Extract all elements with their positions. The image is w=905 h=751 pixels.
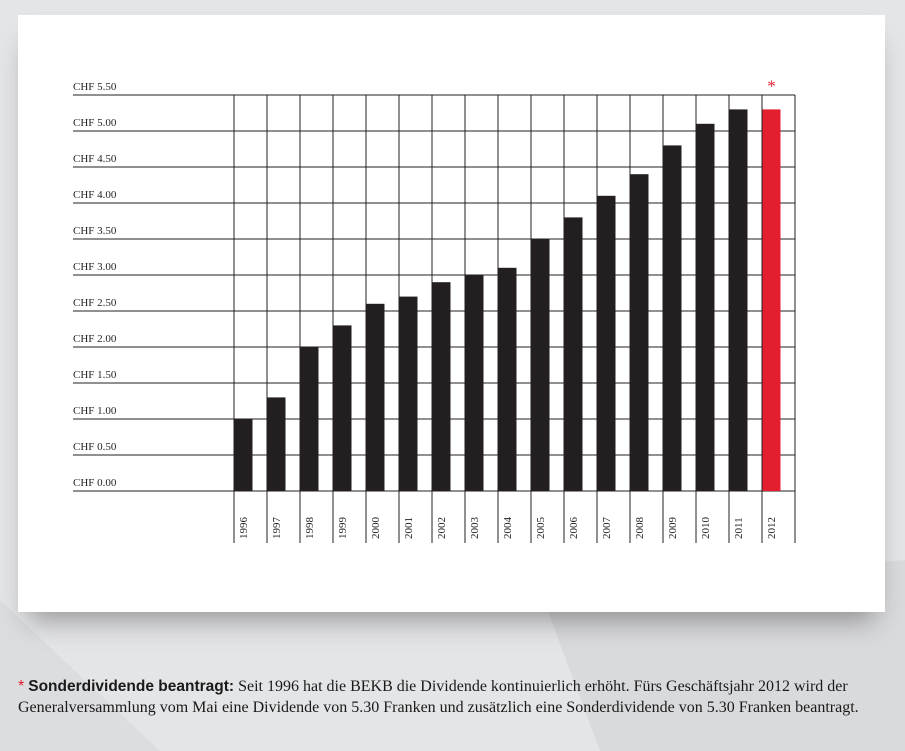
x-tick-label: 1997 — [271, 517, 283, 539]
bar-2011 — [730, 109, 748, 491]
bar-1999 — [334, 325, 352, 491]
y-tick-label: CHF 3.50 — [73, 225, 117, 237]
y-tick-label: CHF 5.00 — [73, 117, 117, 129]
caption-marker: * — [18, 678, 25, 695]
bar-1996 — [235, 419, 253, 491]
bar-2012 — [763, 109, 781, 491]
x-tick-label: 2009 — [667, 517, 679, 539]
x-tick-label: 2004 — [502, 517, 514, 539]
caption — [18, 676, 878, 718]
x-tick-label: 1998 — [304, 517, 316, 539]
y-tick-label: CHF 1.00 — [73, 405, 117, 417]
x-tick-label: 1996 — [238, 517, 250, 539]
bar-2002 — [433, 282, 451, 491]
y-tick-label: CHF 2.50 — [73, 297, 117, 309]
bar-2001 — [400, 297, 418, 491]
chart-card — [18, 15, 885, 612]
x-tick-label: 2003 — [469, 517, 481, 539]
x-tick-label: 2006 — [568, 517, 580, 539]
dividend-bar-chart — [18, 15, 885, 612]
y-tick-label: CHF 0.00 — [73, 477, 117, 489]
bar-annotation: * — [767, 76, 776, 96]
y-tick-label: CHF 0.50 — [73, 441, 117, 453]
bar-2004 — [499, 268, 517, 491]
x-tick-label: 2012 — [766, 517, 778, 539]
bar-2006 — [565, 217, 583, 491]
y-tick-label: CHF 5.50 — [73, 81, 117, 93]
caption-lead: Sonderdividende beantragt: — [28, 678, 235, 695]
bar-1997 — [268, 397, 286, 491]
x-tick-label: 2002 — [436, 517, 448, 539]
x-tick-label: 2011 — [733, 517, 745, 539]
x-tick-label: 2000 — [370, 517, 382, 539]
bar-2007 — [598, 196, 616, 491]
x-tick-label: 2008 — [634, 517, 646, 539]
x-tick-label: 2010 — [700, 517, 712, 539]
bar-2005 — [532, 239, 550, 491]
bar-2008 — [631, 174, 649, 491]
y-tick-label: CHF 2.00 — [73, 333, 117, 345]
x-tick-label: 2005 — [535, 517, 547, 539]
x-tick-label: 2007 — [601, 517, 613, 539]
bar-2000 — [367, 304, 385, 491]
bar-1998 — [301, 347, 319, 491]
bar-2010 — [697, 124, 715, 491]
bar-2009 — [664, 145, 682, 491]
y-tick-label: CHF 4.00 — [73, 189, 117, 201]
x-tick-label: 1999 — [337, 517, 349, 539]
y-tick-label: CHF 3.00 — [73, 261, 117, 273]
bar-2003 — [466, 275, 484, 491]
y-tick-label: CHF 1.50 — [73, 369, 117, 381]
caption-text: Seit 1996 hat die BEKB die Dividende kontinuierlich erhöht. Fürs Geschäftsjahr 2012 wird der Generalversammlung vom Mai eine Dividende von 5.30 Franken und zusätzlich eine Sonderdividende von 5.30 Franken beantragt. — [18, 678, 859, 716]
y-tick-label: CHF 4.50 — [73, 153, 117, 165]
x-tick-label: 2001 — [403, 517, 415, 539]
